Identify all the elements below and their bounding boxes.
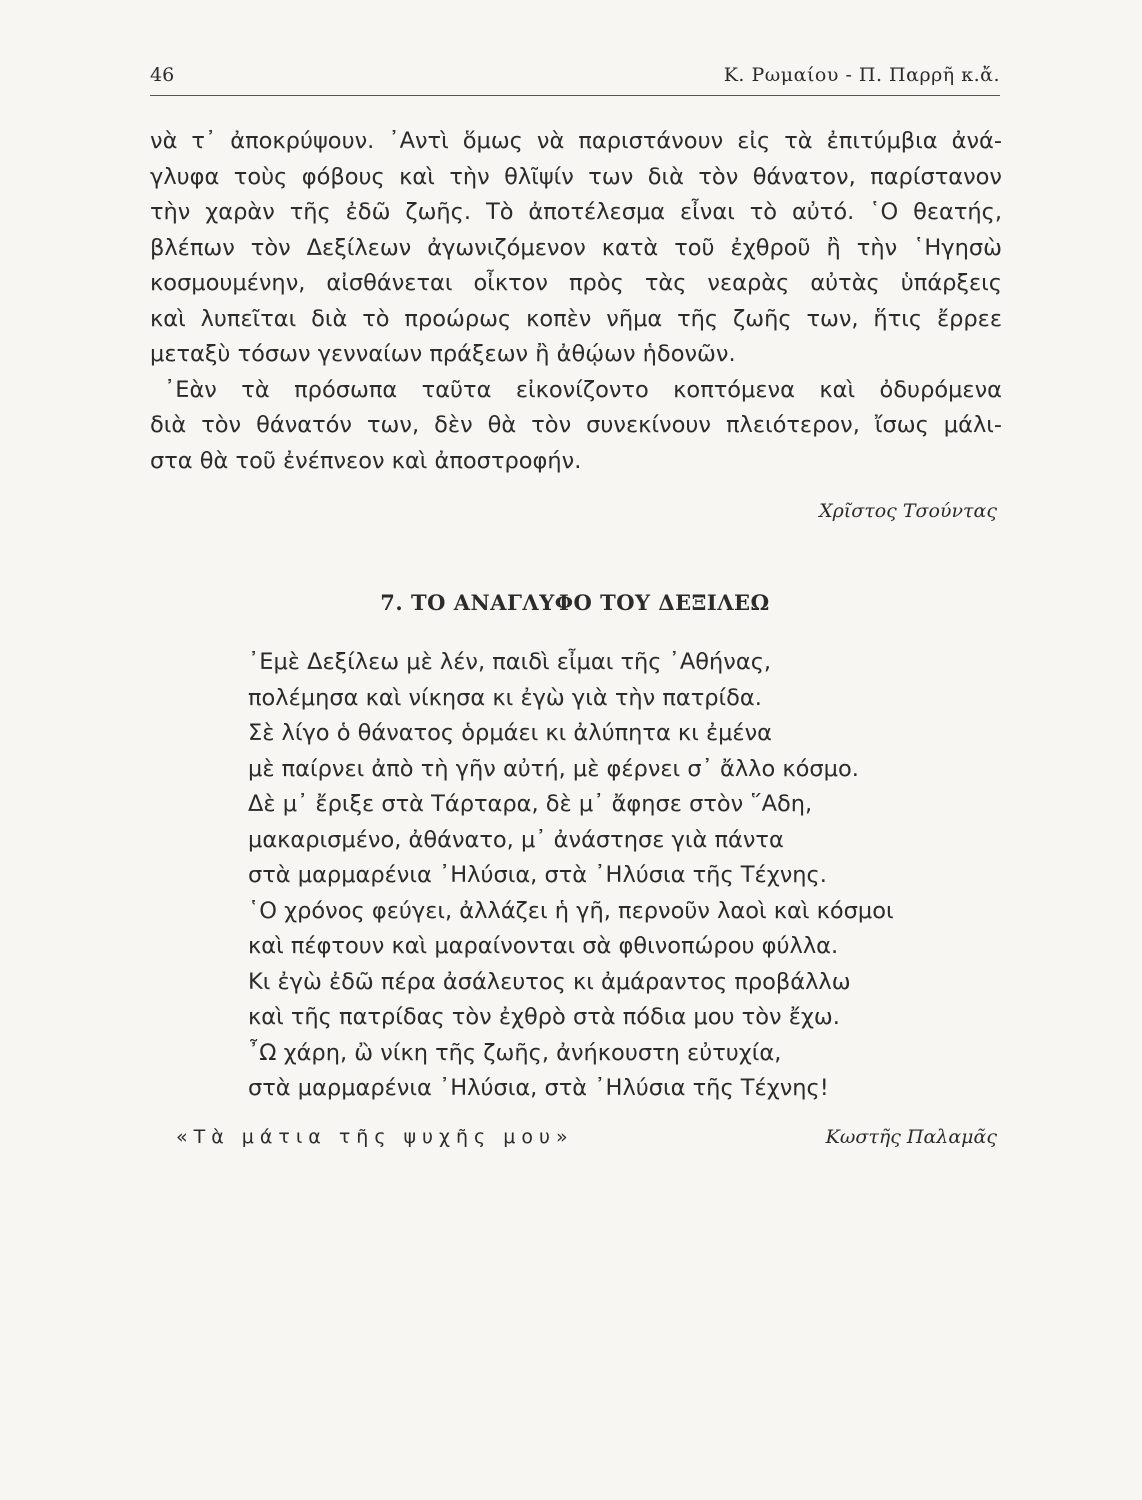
poem-line: ῾Ο χρόνος φεύγει, ἀλλάζει ἡ γῆ, περνοῦν λαοὶ καὶ κόσμοι — [248, 897, 894, 924]
poem — [248, 645, 894, 1107]
prose-paragraph — [150, 124, 1002, 479]
poem-line: στὰ μαρμαρένια ᾽Ηλύσια, στὰ ᾽Ηλύσια τῆς Τέχνης! — [248, 1075, 829, 1101]
prose-line: διὰ τὸν θάνατόν των, δὲν θὰ τὸν συνεκίνουν πλειότερον, ἴσως μάλι- — [150, 412, 1002, 438]
prose-line: καὶ λυπεῖται διὰ τὸ προώρως κοπὲν νῆμα τῆς ζωῆς των, ἥτις ἔρρεε — [150, 305, 1002, 332]
prose-line: γλυφα τοὺς φόβους καὶ τὴν θλῖψίν των διὰ τὸν θάνατον, παρίστανον — [150, 163, 1002, 190]
page-number: 46 — [150, 64, 175, 86]
prose-line: κοσμουμένην, αἰσθάνεται οἶκτον πρὸς τὰς νεαρὰς αὐτὰς ὑπάρξεις — [150, 270, 1002, 296]
running-head: Κ. Ρωμαίου - Π. Παρρῆ κ.ἄ. — [723, 64, 1000, 86]
poem-line: Δὲ μ᾽ ἔριξε στὰ Τάρταρα, δὲ μ᾽ ἄφησε στὸν ῞Αδη, — [248, 791, 813, 817]
prose-line: στα θὰ τοῦ ἐνέπνεον καὶ ἀποστροφήν. — [150, 447, 582, 474]
poem-line: καὶ πέφτουν καὶ μαραίνονται σὰ φθινοπώρου φύλλα. — [248, 933, 839, 959]
poem-line: πολέμησα καὶ νίκησα κι ἐγὼ γιὰ τὴν πατρίδα. — [248, 684, 762, 711]
poem-line: μακαρισμένο, ἀθάνατο, μ᾽ ἀνάστησε γιὰ πάντα — [248, 826, 784, 853]
prose-author-signature: Χρῖστος Τσούντας — [819, 500, 997, 522]
prose-line: μεταξὺ τόσων γενναίων πράξεων ἢ ἀθῴων ἡδονῶν. — [150, 341, 736, 367]
header-rule — [150, 95, 1000, 96]
prose-line: βλέπων τὸν Δεξίλεων ἀγωνιζόμενον κατὰ τοῦ ἐχθροῦ ἢ τὴν ῾Ηγησὼ — [150, 234, 1002, 261]
prose-line: τὴν χαρὰν τῆς ἐδῶ ζωῆς. Τὸ ἀποτέλεσμα εἶναι τὸ αὐτό. ῾Ο θεατής, — [150, 199, 1002, 225]
poem-line: Σὲ λίγο ὁ θάνατος ὁρμάει κι ἀλύπητα κι ἐμένα — [248, 720, 772, 746]
page-header — [150, 58, 1000, 94]
section-title: 7. ΤΟ ΑΝΑΓΛΥΦΟ ΤΟΥ ΔΕΞΙΛΕΩ — [380, 590, 770, 615]
poem-line: Κι ἐγὼ ἐδῶ πέρα ἀσάλευτος κι ἀμάραντος προβάλλω — [248, 968, 851, 995]
poem-line: μὲ παίρνει ἀπὸ τὴ γῆν αὐτή, μὲ φέρνει σ᾽ ἄλλο κόσμο. — [248, 755, 859, 782]
poem-source: «Τὰ μάτια τῆς ψυχῆς μου» — [176, 1126, 574, 1148]
poem-line: ᾽Εμὲ Δεξίλεω μὲ λέν, παιδὶ εἶμαι τῆς ᾽Αθήνας, — [248, 649, 772, 675]
poem-author-signature: Κωστῆς Παλαμᾶς — [825, 1126, 997, 1148]
prose-line: νὰ τ᾽ ἀποκρύψουν. ᾽Αντὶ ὅμως νὰ παριστάνουν εἰς τὰ ἐπιτύμβια ἀνά- — [150, 128, 1002, 154]
poem-line: καὶ τῆς πατρίδας τὸν ἐχθρὸ στὰ πόδια μου τὸν ἔχω. — [248, 1004, 840, 1030]
poem-line: ῏Ω χάρη, ὢ νίκη τῆς ζωῆς, ἀνήκουστη εὐτυχία, — [248, 1039, 782, 1066]
prose-line: ᾽Εὰν τὰ πρόσωπα ταῦτα εἰκονίζοντο κοπτόμενα καὶ ὀδυρόμενα — [164, 376, 1002, 403]
poem-line: στὰ μαρμαρένια ᾽Ηλύσια, στὰ ᾽Ηλύσια τῆς Τέχνης. — [248, 862, 827, 888]
